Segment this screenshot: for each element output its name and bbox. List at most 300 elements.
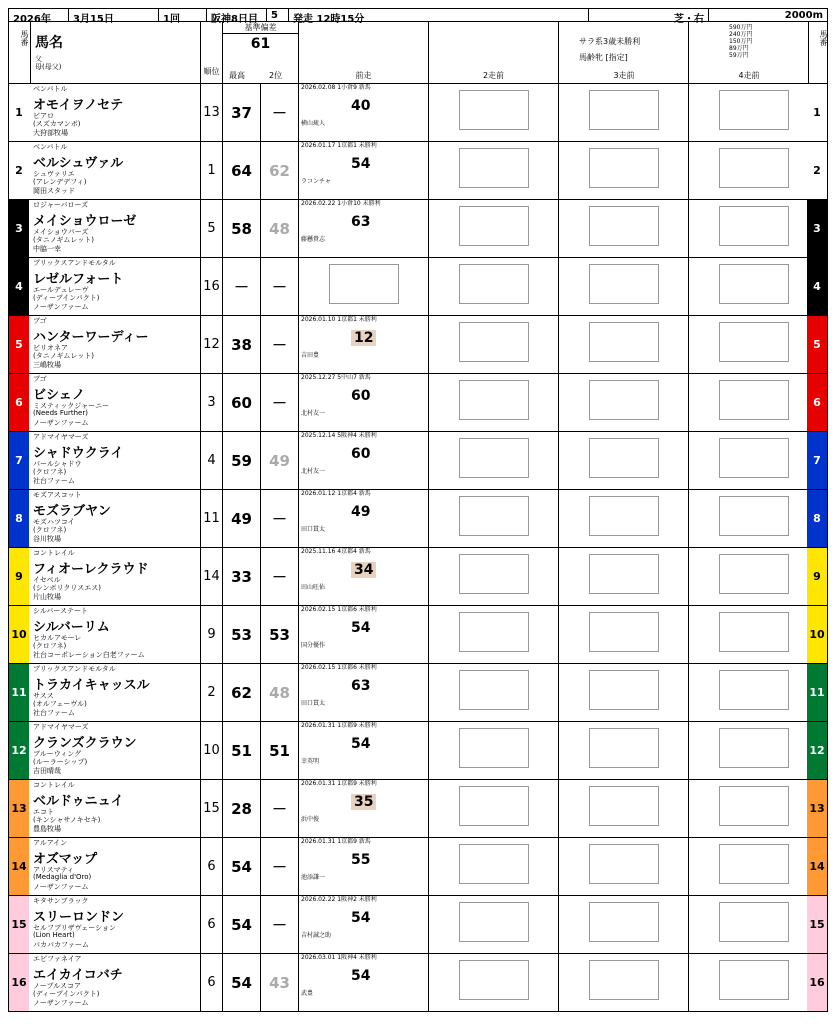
horse-name[interactable]: オズマップ bbox=[33, 852, 98, 867]
second-rating: 53 bbox=[261, 606, 299, 663]
empty-race-box bbox=[589, 554, 659, 594]
prev-race-4 bbox=[689, 896, 809, 953]
rank-value: 4 bbox=[201, 432, 223, 489]
prev-race-jockey: 田山旺佑 bbox=[301, 584, 326, 591]
best-rating: 49 bbox=[223, 490, 261, 547]
table-row[interactable] bbox=[8, 606, 828, 664]
second-rating: － bbox=[261, 838, 299, 895]
dam-sire: (タニノギムレット) bbox=[33, 352, 95, 360]
prev-race-3 bbox=[559, 954, 689, 1011]
rank-value: 6 bbox=[201, 896, 223, 953]
empty-race-box bbox=[719, 206, 789, 246]
best-rating: 58 bbox=[223, 200, 261, 257]
empty-race-box bbox=[589, 844, 659, 884]
prize-2: 240万円 bbox=[729, 31, 753, 38]
table-row[interactable] bbox=[8, 316, 828, 374]
prev-race-1 bbox=[299, 548, 429, 605]
empty-race-box bbox=[589, 380, 659, 420]
horse-name[interactable]: ベルシュヴァル bbox=[33, 156, 124, 171]
empty-race-box bbox=[589, 438, 659, 478]
gate-number-left: 9 bbox=[9, 548, 29, 605]
header-prev4: 4走前 bbox=[738, 71, 760, 80]
prev-race-info: 2026.02.22 1小倉10 未勝利 bbox=[301, 200, 381, 207]
empty-race-box bbox=[459, 322, 529, 362]
prev-race-4 bbox=[689, 142, 809, 199]
horse-name[interactable]: クランズクラウン bbox=[33, 736, 137, 751]
gate-number-left: 14 bbox=[9, 838, 29, 895]
rank-value: 10 bbox=[201, 722, 223, 779]
dam-sire: (クロフネ) bbox=[33, 468, 67, 476]
table-row[interactable] bbox=[8, 954, 828, 1012]
gate-number-right: 7 bbox=[807, 432, 827, 489]
prev-race-jockey: 田口貫太 bbox=[301, 526, 326, 533]
prev-race-info: 2026.01.17 1京都1 未勝利 bbox=[301, 142, 377, 149]
table-row[interactable] bbox=[8, 896, 828, 954]
best-rating: 64 bbox=[223, 142, 261, 199]
empty-race-box bbox=[719, 902, 789, 942]
prev-race-info: 2026.02.08 1小倉9 新馬 bbox=[301, 84, 371, 91]
prize-4: 89万円 bbox=[729, 45, 749, 52]
horse-name[interactable]: メイショウローゼ bbox=[33, 214, 137, 229]
sire-top-label: キタサンブラック bbox=[33, 897, 89, 905]
empty-race-box bbox=[719, 554, 789, 594]
table-row[interactable] bbox=[8, 780, 828, 838]
dam-name: メイショウパーズ bbox=[33, 228, 89, 236]
best-rating: 54 bbox=[223, 838, 261, 895]
gate-number-right: 5 bbox=[807, 316, 827, 373]
prev-race-info: 2026.03.01 1阪神4 未勝利 bbox=[301, 954, 377, 961]
horse-info bbox=[31, 490, 201, 547]
empty-race-box bbox=[719, 496, 789, 536]
prev-race-1 bbox=[299, 316, 429, 373]
prev-race-3 bbox=[559, 722, 689, 779]
race-title-bar bbox=[8, 8, 828, 25]
race-weight-rule: 馬齢牝 [指定] bbox=[579, 53, 628, 62]
horse-info bbox=[31, 200, 201, 257]
best-rating: 53 bbox=[223, 606, 261, 663]
gate-number-left: 5 bbox=[9, 316, 29, 373]
second-rating: － bbox=[261, 316, 299, 373]
empty-race-box bbox=[719, 264, 789, 304]
gate-number-left: 4 bbox=[9, 258, 29, 315]
horse-info bbox=[31, 606, 201, 663]
horse-info bbox=[31, 84, 201, 141]
horse-name[interactable]: ビシェノ bbox=[33, 388, 86, 403]
gate-number-left: 13 bbox=[9, 780, 29, 837]
prev-race-score: 12 bbox=[351, 330, 376, 346]
empty-race-box bbox=[329, 264, 399, 304]
dam-name: ノーブルスコア bbox=[33, 982, 81, 990]
dam-sire: (Needs Further) bbox=[33, 409, 88, 417]
prize-5: 59万円 bbox=[729, 52, 749, 59]
breeder: ノーザンファーム bbox=[33, 303, 89, 311]
dam-sire: (ディープインパクト) bbox=[33, 990, 100, 998]
sire-top-label: アドマイヤマーズ bbox=[33, 723, 89, 731]
best-rating: 62 bbox=[223, 664, 261, 721]
empty-race-box bbox=[589, 612, 659, 652]
empty-race-box bbox=[719, 380, 789, 420]
breeder: 片山牧場 bbox=[33, 593, 61, 601]
horse-info bbox=[31, 432, 201, 489]
race-condition: サラ系3歳未勝利 bbox=[579, 37, 641, 46]
prev-race-jockey: 浜中俊 bbox=[301, 816, 320, 823]
best-rating: － bbox=[223, 258, 261, 315]
second-rating: 43 bbox=[261, 954, 299, 1011]
best-rating: 54 bbox=[223, 954, 261, 1011]
best-rating: 37 bbox=[223, 84, 261, 141]
prev-race-4 bbox=[689, 316, 809, 373]
gate-number-left: 2 bbox=[9, 142, 29, 199]
gate-number-right: 3 bbox=[807, 200, 827, 257]
second-rating: － bbox=[261, 84, 299, 141]
gate-number-left: 6 bbox=[9, 374, 29, 431]
gate-number-right: 8 bbox=[807, 490, 827, 547]
sire-top-label: ブリックスアンドモルタル bbox=[33, 665, 116, 673]
prev-race-2 bbox=[429, 838, 559, 895]
race-surface: 芝・右 bbox=[589, 9, 709, 21]
prev-race-score: 63 bbox=[351, 678, 371, 694]
header-sire: 父 bbox=[35, 55, 42, 63]
breeder: ノーザンファーム bbox=[33, 419, 89, 427]
dam-sire: (シンボリクリスエス) bbox=[33, 584, 102, 592]
breeder: 社台コーポレーション白老ファーム bbox=[33, 651, 145, 659]
dam-name: ブルーウィング bbox=[33, 750, 82, 758]
prev-race-4 bbox=[689, 432, 809, 489]
empty-race-box bbox=[459, 612, 529, 652]
prev-race-2 bbox=[429, 780, 559, 837]
header-prev3-col bbox=[559, 22, 689, 84]
prev-race-jockey: 北村友一 bbox=[301, 410, 326, 417]
dam-sire: (オルフェーヴル) bbox=[33, 700, 87, 708]
prize-1: 590万円 bbox=[729, 24, 753, 31]
table-row[interactable] bbox=[8, 838, 828, 896]
sire-top-label: コントレイル bbox=[33, 781, 75, 789]
header-prev1: 前走 bbox=[299, 22, 429, 84]
prize-list bbox=[729, 24, 752, 59]
prev-race-3 bbox=[559, 780, 689, 837]
table-row[interactable] bbox=[8, 664, 828, 722]
base-rating-value: 61 bbox=[250, 36, 271, 52]
rank-value: 6 bbox=[201, 954, 223, 1011]
empty-race-box bbox=[459, 728, 529, 768]
dam-sire: (スズカマンボ) bbox=[33, 120, 81, 128]
empty-race-box bbox=[459, 844, 529, 884]
prev-race-info: 2026.01.10 1京都1 未勝利 bbox=[301, 316, 377, 323]
prev-race-jockey: 幸英明 bbox=[301, 758, 320, 765]
empty-race-box bbox=[589, 206, 659, 246]
prev-race-jockey: 武豊 bbox=[301, 990, 314, 997]
prev-race-1 bbox=[299, 490, 429, 547]
prev-race-2 bbox=[429, 722, 559, 779]
empty-race-box bbox=[719, 670, 789, 710]
breeder: 豊島牧場 bbox=[33, 825, 61, 833]
empty-race-box bbox=[589, 264, 659, 304]
prev-race-4 bbox=[689, 84, 809, 141]
prev-race-3 bbox=[559, 258, 689, 315]
prev-race-2 bbox=[429, 954, 559, 1011]
sire-top-label: ベンバトル bbox=[33, 143, 68, 151]
sire-top-label: シルバーステート bbox=[33, 607, 88, 615]
second-rating: 48 bbox=[261, 664, 299, 721]
rank-value: 3 bbox=[201, 374, 223, 431]
dam-sire: (クロフネ) bbox=[33, 642, 67, 650]
empty-race-box bbox=[459, 264, 529, 304]
empty-race-box bbox=[589, 960, 659, 1000]
breeder: 谷川牧場 bbox=[33, 535, 61, 543]
prev-race-1 bbox=[299, 780, 429, 837]
second-rating: 48 bbox=[261, 200, 299, 257]
dam-name: ビリオネア bbox=[33, 344, 68, 352]
prev-race-1 bbox=[299, 84, 429, 141]
rank-value: 11 bbox=[201, 490, 223, 547]
prev-race-jockey: 池添謙一 bbox=[301, 874, 326, 881]
prev-race-score: 54 bbox=[351, 968, 371, 984]
race-start: 発走 12時15分 bbox=[289, 9, 589, 21]
empty-race-box bbox=[719, 844, 789, 884]
prev-race-4 bbox=[689, 722, 809, 779]
gate-number-left: 16 bbox=[9, 954, 29, 1011]
breeder: ノーザンファーム bbox=[33, 883, 89, 891]
gate-number-right: 15 bbox=[807, 896, 827, 953]
prev-race-score: 60 bbox=[351, 388, 371, 404]
dam-name: パールシャドウ bbox=[33, 460, 82, 468]
second-rating: 51 bbox=[261, 722, 299, 779]
table-row[interactable] bbox=[8, 548, 828, 606]
prev-race-score: 55 bbox=[351, 852, 371, 868]
second-rating: 62 bbox=[261, 142, 299, 199]
horse-name[interactable]: ベルドゥニュイ bbox=[33, 794, 124, 809]
table-row[interactable] bbox=[8, 258, 828, 316]
sire-top-label: ロジャーバローズ bbox=[33, 201, 89, 209]
empty-race-box bbox=[459, 902, 529, 942]
second-rating: － bbox=[261, 780, 299, 837]
breeder: 吉田晴哉 bbox=[33, 767, 61, 775]
breeder: ノーザンファーム bbox=[33, 999, 89, 1007]
prev-race-info: 2025.12.14 5阪神4 未勝利 bbox=[301, 432, 377, 439]
race-year: 2026年 bbox=[9, 9, 69, 21]
prev-race-3 bbox=[559, 664, 689, 721]
best-rating: 33 bbox=[223, 548, 261, 605]
prev-race-2 bbox=[429, 258, 559, 315]
horse-name[interactable]: エイカイコバチ bbox=[33, 968, 123, 983]
horse-info bbox=[31, 316, 201, 373]
prev-race-score: 54 bbox=[351, 620, 371, 636]
dam-name: モズハツコイ bbox=[33, 518, 75, 526]
prev-race-jockey: 藤懸貴志 bbox=[301, 236, 326, 243]
prev-race-score: 54 bbox=[351, 156, 371, 172]
empty-race-box bbox=[459, 786, 529, 826]
second-rating: － bbox=[261, 548, 299, 605]
table-row[interactable] bbox=[8, 200, 828, 258]
sire-top-label: アドマイヤマーズ bbox=[33, 433, 89, 441]
prev-race-2 bbox=[429, 432, 559, 489]
rank-value: 9 bbox=[201, 606, 223, 663]
dam-name: エコト bbox=[33, 808, 54, 816]
empty-race-box bbox=[459, 438, 529, 478]
prev-race-3 bbox=[559, 432, 689, 489]
dam-name: ヒカルアモーレ bbox=[33, 634, 82, 642]
prev-race-info: 2026.01.31 1京都9 未勝利 bbox=[301, 780, 377, 787]
empty-race-box bbox=[459, 90, 529, 130]
best-rating: 51 bbox=[223, 722, 261, 779]
header-prev2: 2走前 bbox=[429, 22, 559, 84]
prev-race-3 bbox=[559, 606, 689, 663]
horse-name[interactable]: フィオーレクラウド bbox=[33, 562, 149, 577]
base-rating-label: 基準偏差 bbox=[223, 22, 298, 34]
empty-race-box bbox=[589, 728, 659, 768]
prev-race-score: 40 bbox=[351, 98, 371, 114]
horse-name[interactable]: レゼルフォート bbox=[33, 272, 124, 287]
header-prev4-col bbox=[689, 22, 809, 84]
header-prev3: 3走前 bbox=[613, 71, 635, 80]
rank-value: 2 bbox=[201, 664, 223, 721]
horse-name[interactable]: ハンターワーディー bbox=[33, 330, 149, 345]
prev-race-score: 49 bbox=[351, 504, 371, 520]
prev-race-2 bbox=[429, 896, 559, 953]
prev-race-jockey: 北村友一 bbox=[301, 468, 326, 475]
best-rating: 60 bbox=[223, 374, 261, 431]
second-rating: － bbox=[261, 258, 299, 315]
prev-race-2 bbox=[429, 200, 559, 257]
dam-name: エールデュレーヴ bbox=[33, 286, 89, 294]
dam-sire: (タニノギムレット) bbox=[33, 236, 95, 244]
empty-race-box bbox=[719, 728, 789, 768]
prev-race-1 bbox=[299, 142, 429, 199]
rank-value: 5 bbox=[201, 200, 223, 257]
empty-race-box bbox=[459, 670, 529, 710]
dam-name: ミスティックジャーニー bbox=[33, 402, 110, 410]
horse-name[interactable]: スリーロンドン bbox=[33, 910, 125, 925]
prev-race-2 bbox=[429, 548, 559, 605]
rank-value: 12 bbox=[201, 316, 223, 373]
header-rating-col bbox=[223, 22, 299, 84]
second-rating: － bbox=[261, 374, 299, 431]
prev-race-3 bbox=[559, 374, 689, 431]
prev-race-info: 2026.01.31 1京都9 未勝利 bbox=[301, 722, 377, 729]
prev-race-score: 54 bbox=[351, 736, 371, 752]
empty-race-box bbox=[719, 90, 789, 130]
gate-number-right: 1 bbox=[807, 84, 827, 141]
prev-race-4 bbox=[689, 780, 809, 837]
horse-name[interactable]: モズラブヤン bbox=[33, 504, 111, 519]
dam-name: イセベル bbox=[33, 576, 61, 584]
race-kai: 1回 bbox=[159, 9, 207, 21]
empty-race-box bbox=[589, 90, 659, 130]
second-rating: 49 bbox=[261, 432, 299, 489]
header-umaban: 馬番 bbox=[9, 22, 31, 84]
prev-race-info: 2026.02.15 1京都6 未勝利 bbox=[301, 664, 377, 671]
dam-sire: (Medaglia d'Oro) bbox=[33, 873, 92, 881]
gate-number-right: 13 bbox=[807, 780, 827, 837]
prev-race-info: 2026.02.22 1阪神2 未勝利 bbox=[301, 896, 377, 903]
prev-race-score: 35 bbox=[351, 794, 376, 810]
gate-number-left: 7 bbox=[9, 432, 29, 489]
empty-race-box bbox=[719, 612, 789, 652]
horse-name[interactable]: シャドウクライ bbox=[33, 446, 124, 461]
race-number: 5 bbox=[267, 9, 289, 21]
horse-info bbox=[31, 780, 201, 837]
table-row[interactable] bbox=[8, 84, 828, 142]
prev-race-3 bbox=[559, 838, 689, 895]
breeder: 大狩部牧場 bbox=[33, 129, 68, 137]
prev-race-3 bbox=[559, 548, 689, 605]
empty-race-box bbox=[459, 554, 529, 594]
gate-number-left: 15 bbox=[9, 896, 29, 953]
table-row[interactable] bbox=[8, 432, 828, 490]
prev-race-jockey: 田口貫太 bbox=[301, 700, 326, 707]
best-rating: 54 bbox=[223, 896, 261, 953]
prev-race-1 bbox=[299, 722, 429, 779]
prev-race-1 bbox=[299, 606, 429, 663]
prev-race-score: 63 bbox=[351, 214, 371, 230]
prev-race-jockey: 国分優作 bbox=[301, 642, 326, 649]
horse-info bbox=[31, 142, 201, 199]
rank-value: 6 bbox=[201, 838, 223, 895]
dam-sire: (Lion Heart) bbox=[33, 931, 75, 939]
sire-top-label: ベンバトル bbox=[33, 85, 68, 93]
empty-race-box bbox=[459, 496, 529, 536]
horse-info bbox=[31, 954, 201, 1011]
breeder: 中脇一幸 bbox=[33, 245, 61, 253]
dam-name: セルフブリザヴェーション bbox=[33, 924, 117, 932]
header-best: 最高 bbox=[229, 71, 245, 80]
prev-race-4 bbox=[689, 374, 809, 431]
prev-race-1 bbox=[299, 432, 429, 489]
horse-name[interactable]: シルバーリム bbox=[33, 620, 110, 635]
sire-top-label: ブゴ bbox=[33, 375, 47, 383]
breeder: 岡田スタッド bbox=[33, 187, 75, 195]
prev-race-1 bbox=[299, 896, 429, 953]
sire-top-label: モズアスコット bbox=[33, 491, 82, 499]
gate-number-left: 12 bbox=[9, 722, 29, 779]
empty-race-box bbox=[589, 902, 659, 942]
header-horse-col bbox=[31, 22, 201, 84]
prev-race-4 bbox=[689, 838, 809, 895]
prev-race-score: 60 bbox=[351, 446, 371, 462]
empty-race-box bbox=[719, 438, 789, 478]
table-row[interactable] bbox=[8, 374, 828, 432]
race-track: 阪神8日目 bbox=[207, 9, 267, 21]
dam-name: サスス bbox=[33, 692, 54, 700]
gate-number-right: 9 bbox=[807, 548, 827, 605]
empty-race-box bbox=[719, 960, 789, 1000]
horse-info bbox=[31, 664, 201, 721]
prev-race-jockey: ラコンチャ bbox=[301, 178, 331, 185]
gate-number-right: 14 bbox=[807, 838, 827, 895]
prev-race-3 bbox=[559, 200, 689, 257]
empty-race-box bbox=[589, 148, 659, 188]
prev-race-score: 34 bbox=[351, 562, 376, 578]
prev-race-4 bbox=[689, 258, 809, 315]
prev-race-4 bbox=[689, 606, 809, 663]
prev-race-3 bbox=[559, 490, 689, 547]
breeder: パカパカファーム bbox=[33, 941, 89, 949]
table-header bbox=[8, 22, 828, 84]
table-row[interactable] bbox=[8, 722, 828, 780]
prev-race-3 bbox=[559, 316, 689, 373]
rank-value: 15 bbox=[201, 780, 223, 837]
horse-name[interactable]: トラカイキャッスル bbox=[33, 678, 150, 693]
prev-race-4 bbox=[689, 954, 809, 1011]
table-row[interactable] bbox=[8, 490, 828, 548]
prev-race-info: 2026.01.12 1京都4 新馬 bbox=[301, 490, 371, 497]
prev-race-4 bbox=[689, 548, 809, 605]
dam-name: ビアロ bbox=[33, 112, 54, 120]
table-row[interactable] bbox=[8, 142, 828, 200]
horse-name[interactable]: オモイヲノセテ bbox=[33, 98, 124, 113]
prev-race-4 bbox=[689, 490, 809, 547]
gate-number-right: 2 bbox=[807, 142, 827, 199]
